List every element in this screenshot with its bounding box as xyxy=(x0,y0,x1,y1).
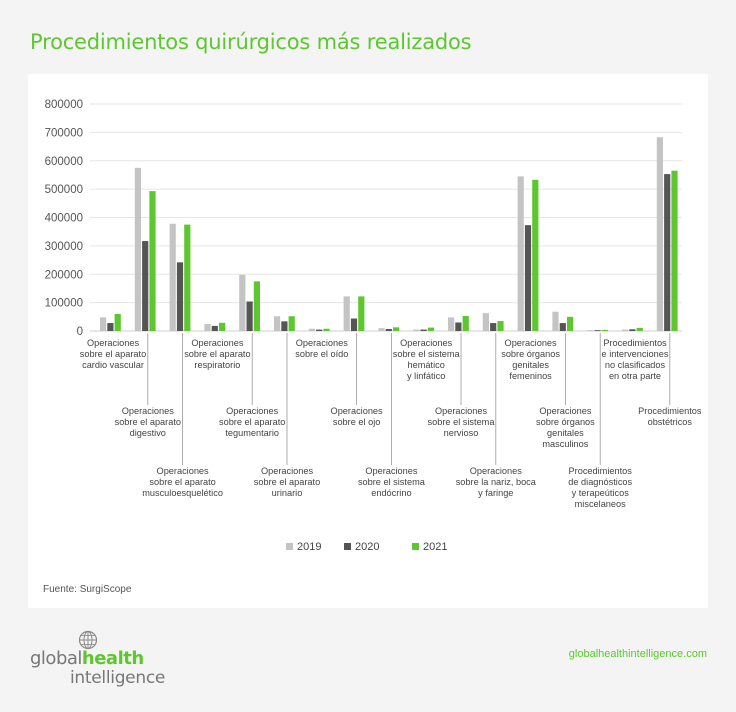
bar-2020 xyxy=(142,241,148,331)
category-label: Operaciones sobre órganos genitales masculinos xyxy=(536,406,595,449)
legend-label-2019: 2019 xyxy=(297,541,322,553)
bar-2020 xyxy=(490,323,496,331)
bar-2021 xyxy=(428,328,434,331)
category-label: Operaciones sobre el aparato cardio vascular xyxy=(79,338,147,370)
category-label: Operaciones sobre órganos genitales femeninos xyxy=(501,338,560,381)
category-label: Operaciones sobre el sistema nervioso xyxy=(427,406,495,438)
bar-2021 xyxy=(637,328,643,331)
bar-2019 xyxy=(239,275,245,331)
y-tick-label: 0 xyxy=(76,326,83,338)
logo-health: health xyxy=(81,648,144,669)
y-tick-label: 100000 xyxy=(44,297,83,310)
bar-2019 xyxy=(204,324,210,331)
category-label: Operaciones sobre el aparato urinario xyxy=(253,466,321,498)
category-label: Operaciones sobre la nariz, boca y faringe xyxy=(455,466,536,498)
website-link[interactable]: globalhealthintelligence.com xyxy=(568,648,707,660)
bar-2021 xyxy=(532,180,538,331)
y-tick-label: 700000 xyxy=(44,127,83,140)
bar-2019 xyxy=(518,176,524,331)
bar-2019 xyxy=(552,312,558,331)
bar-2019 xyxy=(309,329,315,331)
legend-swatch-2019 xyxy=(286,543,293,550)
bar-2020 xyxy=(595,330,601,331)
y-tick-label: 500000 xyxy=(44,184,83,197)
bar-2020 xyxy=(351,319,357,331)
category-label: Operaciones sobre el aparato respiratorio xyxy=(184,338,251,370)
bar-2020 xyxy=(281,321,287,331)
globe-icon xyxy=(78,630,98,650)
bar-2019 xyxy=(170,224,176,331)
bar-2021 xyxy=(149,191,155,331)
logo xyxy=(30,630,170,690)
category-label: Operaciones sobre el oído xyxy=(295,338,349,359)
legend-label-2021: 2021 xyxy=(423,541,448,553)
bar-2019 xyxy=(274,316,280,331)
y-tick-label: 400000 xyxy=(44,212,83,225)
bar-2020 xyxy=(525,225,531,331)
bar-2019 xyxy=(622,330,628,331)
bar-2019 xyxy=(587,330,593,331)
chart-panel xyxy=(28,74,708,608)
legend-swatch-2020 xyxy=(344,543,351,550)
bar-2021 xyxy=(671,171,677,331)
bar-2020 xyxy=(455,322,461,331)
bar-2019 xyxy=(344,296,350,331)
bar-2021 xyxy=(463,316,469,331)
bar-2021 xyxy=(254,281,260,331)
logo-global: global xyxy=(30,648,82,669)
y-tick-label: 600000 xyxy=(44,155,83,168)
bar-2019 xyxy=(378,328,384,331)
bar-chart xyxy=(28,74,708,608)
logo-wordmark xyxy=(30,648,144,669)
bar-2020 xyxy=(664,174,670,331)
bar-2019 xyxy=(483,313,489,331)
category-label: Operaciones sobre el aparato musculoesquelético xyxy=(142,466,223,498)
bar-2021 xyxy=(602,330,608,331)
category-label: Procedimientos e intervenciones no clasificados en otra parte xyxy=(601,338,669,381)
logo-intelligence: intelligence xyxy=(70,668,166,688)
y-tick-label: 200000 xyxy=(44,269,83,282)
bar-2019 xyxy=(135,168,141,331)
category-label: Procedimientos de diagnósticos y terapeúticos miscelaneos xyxy=(568,466,633,509)
bar-2019 xyxy=(413,330,419,331)
bar-2021 xyxy=(184,225,190,331)
bar-2021 xyxy=(219,323,225,331)
bar-2019 xyxy=(448,317,454,331)
bar-2020 xyxy=(386,329,392,331)
bar-2021 xyxy=(567,317,573,331)
bar-2020 xyxy=(316,330,322,331)
source-note: Fuente: SurgiScope xyxy=(43,584,132,595)
bar-2021 xyxy=(289,316,295,331)
bar-2021 xyxy=(115,314,121,331)
page-title: Procedimientos quirúrgicos más realizados xyxy=(30,30,472,54)
category-label: Operaciones sobre el sistema endócrino xyxy=(357,466,425,498)
bar-2020 xyxy=(629,329,635,331)
y-tick-label: 800000 xyxy=(44,99,83,111)
y-tick-label: 300000 xyxy=(44,240,83,253)
bar-2019 xyxy=(100,317,106,331)
bar-2020 xyxy=(247,301,253,331)
category-label: Operaciones sobre el aparato digestivo xyxy=(114,406,182,438)
bar-2021 xyxy=(393,327,399,331)
legend-swatch-2021 xyxy=(412,543,419,550)
bar-2019 xyxy=(657,137,663,331)
category-label: Operaciones sobre el aparato tegumentario xyxy=(218,406,286,438)
bar-2021 xyxy=(358,296,364,331)
bar-2020 xyxy=(421,330,427,331)
bar-2020 xyxy=(560,323,566,331)
bar-2020 xyxy=(107,323,113,331)
category-label: Operaciones sobre el sistema hemático y linfático xyxy=(392,338,460,381)
bar-2020 xyxy=(177,262,183,331)
bar-2020 xyxy=(212,326,218,331)
category-label: Operaciones sobre el ojo xyxy=(330,406,383,427)
bar-2021 xyxy=(497,321,503,331)
legend-label-2020: 2020 xyxy=(355,541,380,553)
category-label: Procedimientos obstétricos xyxy=(638,406,702,427)
bar-2021 xyxy=(323,329,329,331)
